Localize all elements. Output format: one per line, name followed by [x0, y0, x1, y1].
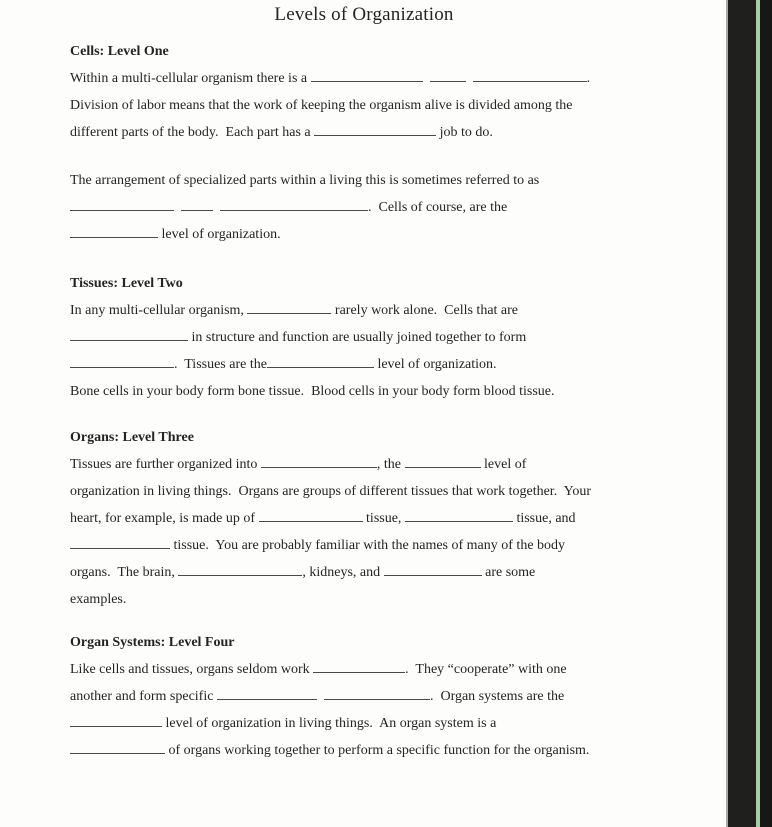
section-heading: Tissues: Level Two — [70, 276, 183, 291]
text-segment — [466, 71, 473, 86]
blank-field — [313, 660, 405, 673]
text-line — [70, 221, 698, 248]
blank-field — [178, 563, 302, 576]
blank-field — [70, 714, 162, 727]
text-segment: rarely work alone. Cells that are — [331, 303, 519, 318]
text-line — [70, 65, 698, 92]
text-segment: different parts of the body. Each part has a — [70, 125, 315, 140]
text-line — [70, 351, 698, 378]
blank-field — [70, 536, 170, 549]
text-segment: level of — [480, 457, 527, 472]
section-heading: Cells: Level One — [70, 44, 169, 59]
text-segment: Bone cells in your body form bone tissue. Blood cells in your body form blood tissue. — [70, 384, 555, 399]
text-segment: in structure and function are usually joined together to form — [188, 330, 527, 345]
worksheet-section — [70, 629, 698, 764]
text-line — [70, 683, 698, 710]
text-line — [70, 559, 698, 586]
text-segment: The arrangement of specialized parts within a living this is sometimes referred to as — [70, 173, 540, 188]
text-line — [70, 92, 698, 119]
text-segment: of organs working together to perform a specific function for the organism. — [165, 743, 590, 758]
text-segment: heart, for example, is made up of — [70, 511, 259, 526]
text-line — [70, 378, 698, 405]
text-segment: , the — [376, 457, 405, 472]
blank-field — [259, 509, 363, 522]
blank-field — [181, 198, 213, 211]
text-segment: level of organization. — [158, 227, 281, 242]
document-body — [0, 38, 728, 764]
section-heading: Organs: Level Three — [70, 430, 194, 445]
text-segment: level of organization. — [373, 357, 497, 372]
section-heading: Organ Systems: Level Four — [70, 635, 235, 650]
text-segment: tissue. You are probably familiar with the names of many of the body — [170, 538, 566, 553]
text-segment — [423, 71, 430, 86]
text-segment: job to do. — [436, 125, 493, 140]
text-segment: level of organization in living things. An organ system is a — [162, 716, 497, 731]
blank-field — [430, 69, 466, 82]
blank-field — [314, 123, 436, 136]
text-segment: examples. — [70, 592, 127, 607]
text-segment — [213, 200, 220, 215]
text-segment — [317, 689, 324, 704]
text-line — [70, 656, 698, 683]
text-segment: Within a multi-cellular organism there is a — [70, 71, 311, 86]
text-line — [70, 119, 698, 146]
text-segment: . They “cooperate” with one — [405, 662, 567, 677]
text-segment: Division of labor means that the work of keeping the organism alive is divided among the — [70, 98, 573, 113]
text-line — [70, 324, 698, 351]
page-title: Levels of Organization — [274, 4, 454, 25]
blank-field — [70, 225, 158, 238]
text-segment: another and form specific — [70, 689, 217, 704]
text-line — [70, 586, 698, 613]
text-segment: Like cells and tissues, organs seldom work — [70, 662, 314, 677]
blank-field — [70, 328, 188, 341]
text-segment: . Cells of course, are the — [368, 200, 508, 215]
text-segment: are some — [481, 565, 536, 580]
blank-field — [384, 563, 482, 576]
blank-field — [220, 198, 368, 211]
text-segment: , kidneys, and — [302, 565, 384, 580]
text-segment: . Organ systems are the — [429, 689, 565, 704]
worksheet-section — [70, 270, 698, 405]
text-segment — [174, 200, 181, 215]
text-line — [70, 451, 698, 478]
worksheet-section — [70, 167, 698, 248]
background-panel — [728, 0, 772, 827]
text-segment: In any multi-cellular organism, — [70, 303, 248, 318]
blank-field — [70, 741, 165, 754]
text-segment: organization in living things. Organs are groups of different tissues that work together. Your — [70, 484, 592, 499]
text-segment: organs. The brain, — [70, 565, 179, 580]
text-segment: Tissues are further organized into — [70, 457, 261, 472]
blank-field — [247, 301, 331, 314]
text-segment: tissue, — [362, 511, 405, 526]
text-line — [70, 505, 698, 532]
blank-field — [324, 687, 430, 700]
blank-field — [405, 455, 481, 468]
text-segment: . Tissues are the — [174, 357, 267, 372]
blank-field — [261, 455, 377, 468]
blank-field — [217, 687, 317, 700]
text-line — [70, 194, 698, 221]
text-line — [70, 478, 698, 505]
text-line — [70, 710, 698, 737]
blank-field — [267, 355, 374, 368]
text-line — [70, 167, 698, 194]
text-segment: . — [586, 71, 591, 86]
text-line — [70, 532, 698, 559]
worksheet-section — [70, 424, 698, 613]
blank-field — [311, 69, 423, 82]
text-line — [70, 737, 698, 764]
background-panel-right — [760, 0, 772, 827]
blank-field — [70, 355, 174, 368]
blank-field — [405, 509, 513, 522]
blank-field — [473, 69, 587, 82]
worksheet-section — [70, 38, 698, 146]
blank-field — [70, 198, 174, 211]
text-segment: tissue, and — [512, 511, 576, 526]
text-line — [70, 297, 698, 324]
